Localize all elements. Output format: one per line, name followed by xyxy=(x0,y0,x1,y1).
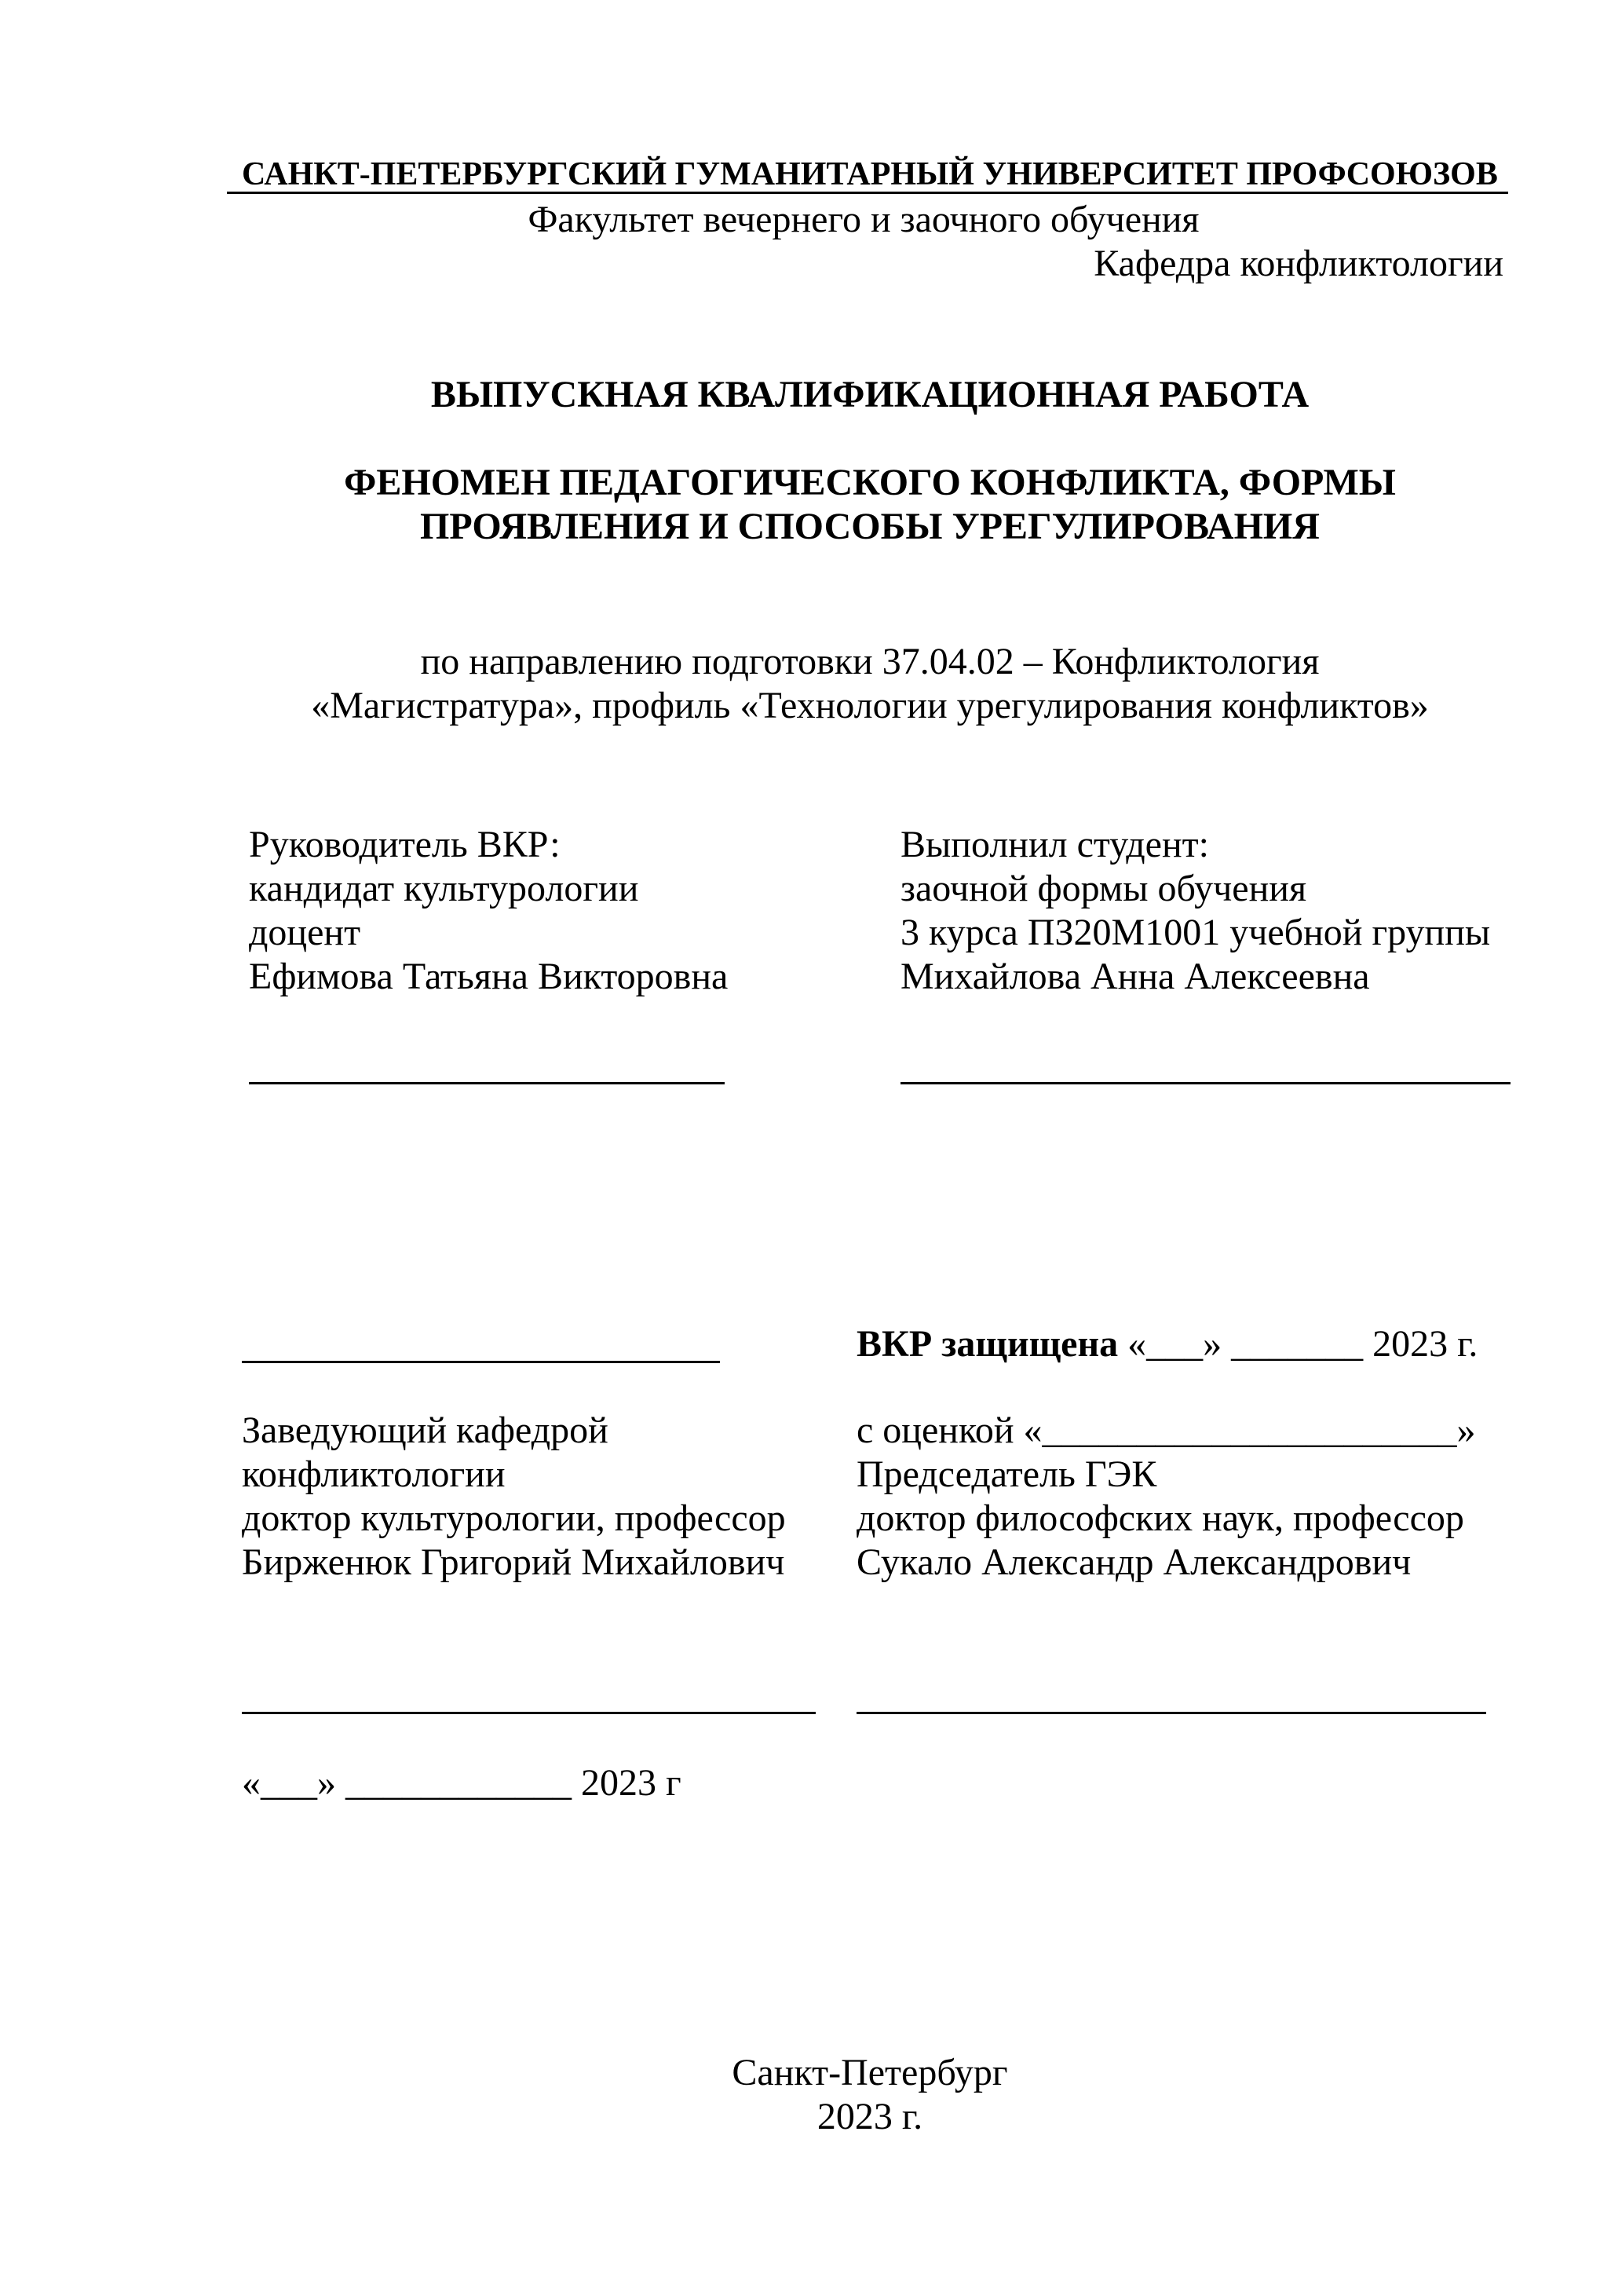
supervisor-signature-line xyxy=(249,1082,725,1084)
student-line: Выполнил студент: xyxy=(901,824,1209,865)
head-signature-line xyxy=(242,1712,816,1714)
chairman-signature-line xyxy=(857,1712,1486,1714)
header-underline xyxy=(227,192,1508,194)
commission-line: Сукало Александр Александрович xyxy=(857,1541,1412,1583)
head-line: доктор культурологии, профессор xyxy=(242,1497,786,1539)
commission-line: с оценкой «______________________» xyxy=(857,1409,1476,1451)
supervisor-line: доцент xyxy=(249,912,361,953)
head-line: Бирженюк Григорий Михайлович xyxy=(242,1541,785,1583)
supervisor-line: Ефимова Татьяна Викторовна xyxy=(249,956,729,997)
year: 2023 г. xyxy=(816,2096,923,2137)
defense-date: «___» _______ 2023 г. xyxy=(1118,1323,1478,1365)
work-type-title: ВЫПУСКНАЯ КВАЛИФИКАЦИОННАЯ РАБОТА xyxy=(430,374,1310,415)
student-signature-line xyxy=(901,1082,1511,1084)
department-name: Кафедра конфликтологии xyxy=(1094,243,1503,284)
city: Санкт-Петербург xyxy=(732,2052,1008,2093)
direction-line-2: «Магистратура», профиль «Технологии урегулирования конфликтов» xyxy=(311,685,1429,726)
supervisor-line: Руководитель ВКР: xyxy=(249,824,561,865)
university-name: САНКТ-ПЕТЕРБУРГСКИЙ ГУМАНИТАРНЫЙ УНИВЕРСИТЕТ ПРОФСОЮЗОВ xyxy=(242,156,1498,192)
defense-label: ВКР защищена xyxy=(857,1323,1119,1365)
commission-line: доктор философских наук, профессор xyxy=(857,1497,1464,1539)
commission-line: Председатель ГЭК xyxy=(857,1453,1157,1495)
head-line: конфликтологии xyxy=(242,1453,506,1495)
student-line: Михайлова Анна Алексеевна xyxy=(901,956,1370,997)
defense-status xyxy=(857,1322,1478,1366)
topic-line-2: ПРОЯВЛЕНИЯ И СПОСОБЫ УРЕГУЛИРОВАНИЯ xyxy=(420,506,1320,547)
supervisor-line: кандидат культурологии xyxy=(249,868,639,909)
topic-line-1: ФЕНОМЕН ПЕДАГОГИЧЕСКОГО КОНФЛИКТА, ФОРМЫ xyxy=(344,462,1396,503)
student-line: 3 курса ПЗ20М1001 учебной группы xyxy=(901,912,1491,953)
sign-date: «___» ____________ 2023 г xyxy=(242,1762,681,1804)
admission-signature-line xyxy=(242,1361,720,1363)
student-line: заочной формы обучения xyxy=(901,868,1307,909)
faculty-name: Факультет вечернего и заочного обучения xyxy=(528,199,1200,240)
head-line: Заведующий кафедрой xyxy=(242,1409,608,1451)
direction-line-1: по направлению подготовки 37.04.02 – Конфликтология xyxy=(420,641,1320,682)
